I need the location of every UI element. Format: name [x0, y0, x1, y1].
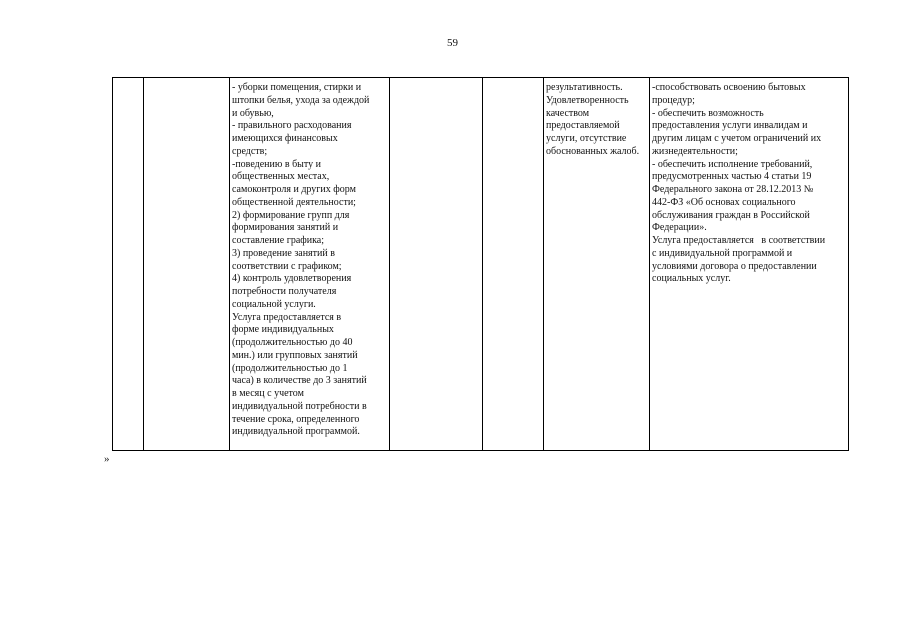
table-cell-col5 — [483, 78, 544, 451]
page-number: 59 — [447, 37, 458, 49]
table-cell-conditions: -способствовать освоению бытовых процедур; - обеспечить возможность предоставления услуги инвалидам и другим лицам с учетом ограничений их жизнедеятельности; - обеспечить исполнение требований, предусмотренных частью 4 статьи 19 Федерального закона от 28.12.2013 № 442-ФЗ «Об основах социального обслуживания граждан в Российской Федерации». Услуга предоставляется в соответствии с индивидуальной программой и условиями договора о предоставлении социальных услуг. — [650, 78, 849, 451]
services-table — [112, 77, 849, 451]
closing-quote-mark: » — [104, 453, 110, 465]
table-cell-col2 — [144, 78, 230, 451]
table-cell-quality-indicators: результативность. Удовлетворенность качеством предоставляемой услуги, отсутствие обоснованных жалоб. — [544, 78, 650, 451]
table-cell-service-description: - уборки помещения, стирки и штопки белья, ухода за одеждой и обувью, - правильного расходования имеющихся финансовых средств; -поведению в быту и общественных местах, самоконтроля и других форм общественной деятельности; 2) формирование групп для формирования занятий и составление графика; 3) проведение занятий в соответствии с графиком; 4) контроль удовлетворения потребности получателя социальной услуги. Услуга предоставляется в форме индивидуальных (продолжительностью до 40 мин.) или групповых занятий (продолжительностью до 1 часа) в количестве до 3 занятий в месяц с учетом индивидуальной потребности в течение срока, определенного индивидуальной программой. — [230, 78, 390, 451]
table-cell-col1 — [113, 78, 144, 451]
table-row — [113, 78, 849, 451]
table-cell-col4 — [390, 78, 483, 451]
